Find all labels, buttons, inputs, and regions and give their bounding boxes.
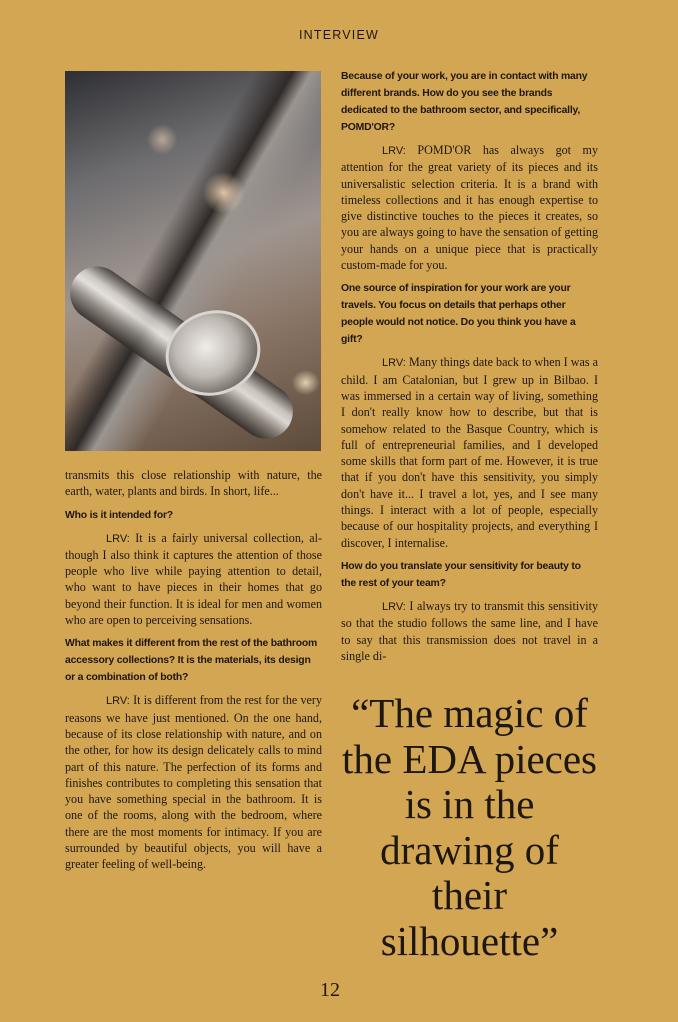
article-columns xyxy=(0,68,678,964)
interview-answer xyxy=(341,598,598,664)
faucet-photo xyxy=(65,71,321,451)
interview-question: Because of your work, you are in contact with many different brands. How do you see the brands dedicated to the bathroom sector, and specifically, POMD'OR? xyxy=(341,71,588,133)
interview-answer xyxy=(65,692,322,872)
answer-text: Many things date back to when I was a child. I am Catalonian, but I grew up in Bilbao. I was immersed in a certain way of living, something I don't really know how to describe, but that is somehow related to the Basque Country, which is full of entrepreneurial families, and I developed some skills that form part of me. However, it is true that if you don't have this sensitivity, you simply don't have it... I travel a lot, yes, and I see many things. I interact with a lot of people, especially because of our hospitality projects, and everything I discover, I internalise. xyxy=(341,355,599,550)
right-column xyxy=(341,68,598,964)
speaker-label: LRV: xyxy=(382,145,406,157)
left-column xyxy=(65,68,322,880)
interview-question: One source of inspiration for your work are your travels. You focus on details that perhaps other people would not notice. Do you think you have a gift? xyxy=(341,283,576,346)
interview-answer xyxy=(65,530,322,629)
interview-answer xyxy=(341,354,598,551)
section-header: INTERVIEW xyxy=(298,28,380,42)
speaker-label: LRV: xyxy=(382,357,406,370)
interview-answer xyxy=(341,142,598,273)
continuation-paragraph: transmits this close relationship with nature, the earth, water, plants and birds. In short, life... xyxy=(65,468,322,499)
interview-question: How do you translate your sensitivity for beauty to the rest of your team? xyxy=(341,560,581,589)
speaker-label: LRV: xyxy=(382,600,406,613)
answer-text: It is a fairly universal collection, although I also think it captures the attention of those people who live while paying attention to detail, who want to have pieces in their homes that go beyond their function. It is ideal for men and women who are open to perceiving sensations. xyxy=(65,530,322,628)
speaker-label: LRV: xyxy=(106,532,130,545)
interview-question: What makes it different from the rest of the bathroom accessory collections? It is the materials, its design or a combination of both? xyxy=(65,638,318,684)
pull-quote: “The magic of the EDA pieces is in the drawing of their silhouette” xyxy=(341,690,598,964)
answer-text: I always try to transmit this sensitivity so that the studio follows the same line, and I have to say that this transmission does not travel in a single di- xyxy=(341,598,599,663)
page-number: 12 xyxy=(320,979,340,1002)
answer-text: It is different from the rest for the very reasons we have just mentioned. On the one hand, because of its close relationship with nature, and on the other, for how its design delicately calls to mind part of this nature. The perfection of its forms and finishes contributes to completing this sensation that you have something special in the bathroom. It is one of the rooms, along with the bedroom, where there are the most moments for intimacy. If you are surrounded by beautiful objects, you will have a greater feeling of well-being. xyxy=(65,693,322,872)
speaker-label: LRV: xyxy=(106,695,130,708)
answer-text: POMD'OR has always got my attention for the great variety of its pieces and its universalistic selection criteria. It is a brand with timeless collections and it has enough expertise to give distinctive touches to the pieces it creates, so you are always going to have the sensation of getting your hands on a unique piece that is practically custom-made for you. xyxy=(341,143,598,273)
interview-question: Who is it intended for? xyxy=(65,509,173,521)
